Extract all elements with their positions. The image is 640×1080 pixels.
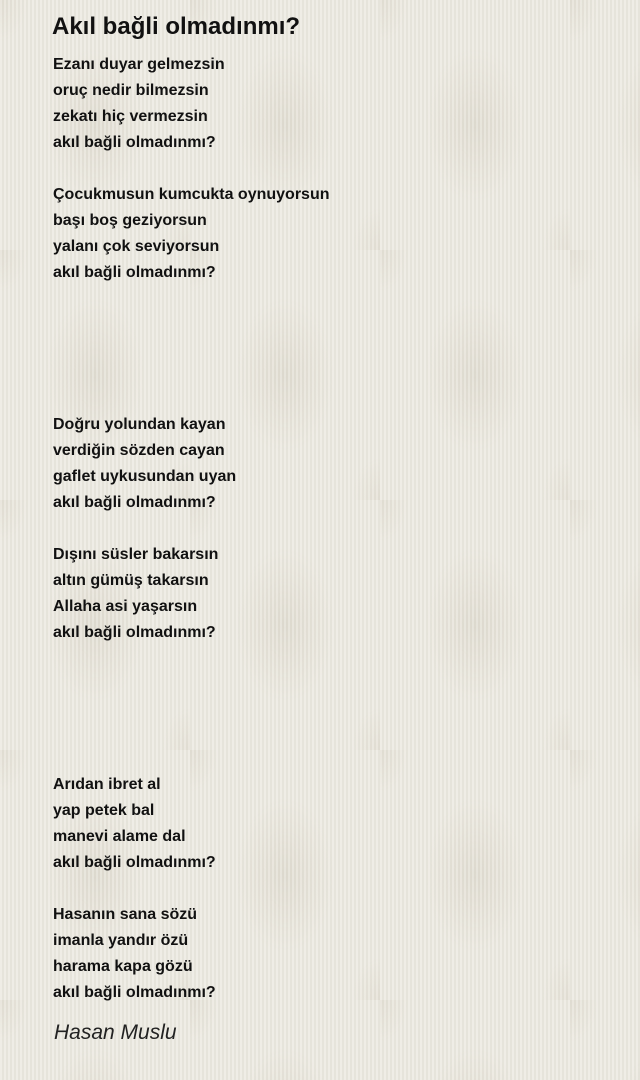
poem-line: Hasanın sana sözü bbox=[53, 906, 198, 923]
poem-line: akıl bağli olmadınmı? bbox=[53, 854, 216, 871]
poem-stanza-2 bbox=[53, 182, 330, 286]
poem-title: Akıl bağli olmadınmı? bbox=[52, 13, 301, 40]
poem-stanza-3 bbox=[53, 412, 236, 516]
poem-line: akıl bağli olmadınmı? bbox=[53, 984, 216, 1001]
poem-line: başı boş geziyorsun bbox=[53, 212, 207, 229]
poem-line: verdiğin sözden cayan bbox=[53, 442, 225, 459]
poem-stanza-5 bbox=[53, 772, 216, 876]
poem-line: Ezanı duyar gelmezsin bbox=[53, 56, 225, 73]
poem-stanza-1 bbox=[53, 52, 225, 156]
poem-line: zekatı hiç vermezsin bbox=[53, 108, 208, 125]
poem-line: altın gümüş takarsın bbox=[53, 572, 209, 589]
poem-line: Dışını süsler bakarsın bbox=[53, 546, 219, 563]
poem-line: akıl bağli olmadınmı? bbox=[53, 264, 216, 281]
poem-line: Çocukmusun kumcukta oynuyorsun bbox=[53, 186, 330, 203]
poem-line: Doğru yolundan kayan bbox=[53, 416, 226, 433]
poem-stanza-6 bbox=[53, 902, 216, 1006]
poem-line: gaflet uykusundan uyan bbox=[53, 468, 237, 485]
poem-author: Hasan Muslu bbox=[54, 1021, 177, 1044]
poem-line: yalanı çok seviyorsun bbox=[53, 238, 220, 255]
poem-line: akıl bağli olmadınmı? bbox=[53, 624, 216, 641]
poem-line: oruç nedir bilmezsin bbox=[53, 82, 209, 99]
poem-line: Arıdan ibret al bbox=[53, 776, 161, 793]
poem-line: imanla yandır özü bbox=[53, 932, 189, 949]
poem-line: yap petek bal bbox=[53, 802, 155, 819]
poem-line: harama kapa gözü bbox=[53, 958, 193, 975]
poem-line: akıl bağli olmadınmı? bbox=[53, 494, 216, 511]
poem-stanza-4 bbox=[53, 542, 218, 646]
poem-line: manevi alame dal bbox=[53, 828, 186, 845]
poem-line: akıl bağli olmadınmı? bbox=[53, 134, 216, 151]
poem-line: Allaha asi yaşarsın bbox=[53, 598, 198, 615]
